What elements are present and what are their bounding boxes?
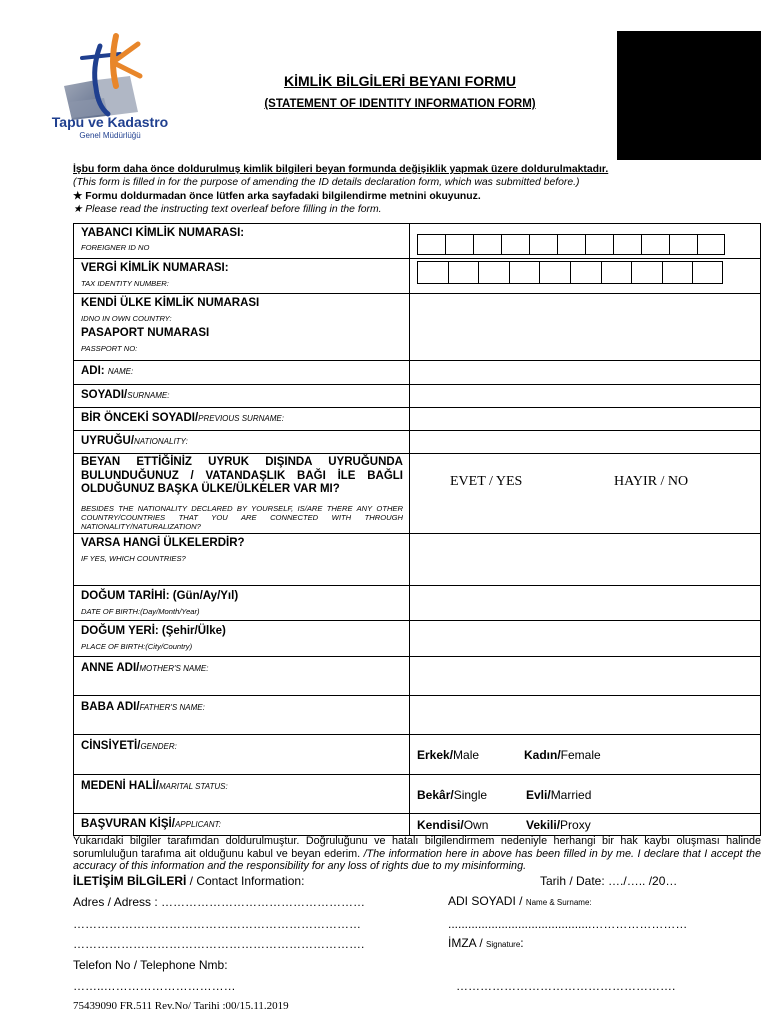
row-father xyxy=(73,695,761,734)
label-surname: SOYADI/SURNAME: xyxy=(81,389,170,401)
option-single[interactable]: Bekâr/Single xyxy=(417,788,488,802)
row-pob xyxy=(73,620,761,656)
label-father: BABA ADI/FATHER'S NAME: xyxy=(81,701,205,713)
label-gender: CİNSİYETİ/GENDER: xyxy=(81,740,177,752)
logo-sub: Genel Müdürlüğü xyxy=(79,131,141,140)
row-applicant xyxy=(73,813,761,836)
logo-name: Tapu ve Kadastro xyxy=(51,114,169,130)
option-proxy[interactable]: Vekili/Proxy xyxy=(526,818,591,832)
column-divider xyxy=(409,454,410,533)
row-tax-id xyxy=(73,258,761,293)
intro-line-2: (This form is filled in for the purpose of amending the ID details declaration form, which was submitted before.) xyxy=(73,177,580,188)
column-divider xyxy=(409,431,410,453)
yes-label: EVET / YES xyxy=(450,474,523,489)
label-other-countries: BEYAN ETTİĞİNİZ UYRUK DIŞINDA UYRUĞUNDA BULUNDUĞUNUZ / VATANDAŞLIK BAĞI İLE BAĞLI OLDUĞUNUZ BAŞKA ÜLKE/ÜLKELER VAR MI? xyxy=(81,456,403,495)
column-divider xyxy=(409,657,410,695)
identity-form-table xyxy=(73,223,761,836)
row-previous-surname xyxy=(73,407,761,430)
column-divider xyxy=(409,775,410,813)
column-divider xyxy=(409,735,410,774)
row-mother xyxy=(73,656,761,695)
star-icon: ★ xyxy=(73,191,83,202)
label-foreigner-id: YABANCI KİMLİK NUMARASI: xyxy=(81,227,245,239)
logo-text xyxy=(40,114,180,140)
name-surname-label: ADI SOYADI / Name & Surname: xyxy=(448,894,592,908)
option-male[interactable]: Erkek/Male xyxy=(417,748,480,762)
column-divider xyxy=(409,586,410,620)
column-divider xyxy=(409,361,410,384)
column-divider xyxy=(409,696,410,734)
column-divider xyxy=(409,259,410,293)
column-divider xyxy=(409,385,410,407)
label-idno-own-en: IDNO IN OWN COUNTRY: xyxy=(81,314,172,323)
row-marital xyxy=(73,774,761,813)
declaration-text: Yukarıdaki bilgiler tarafımdan doldurulmuştur. Doğruluğunu ve hatalı bilgilendirmem nedeniyle herhangi bir hak kaybı oluşması halinde sorumluluğun tarafıma ait olduğunu kabul ve beyan ederim. /The information here in above has been filled in by me. I declare that I accept the accuracy of this information and the responsibility for any loss of rights due to my misinforming. xyxy=(73,835,762,872)
column-divider xyxy=(409,408,410,430)
address-line-2[interactable]: ……………………………………………………………… xyxy=(73,917,361,931)
no-label: HAYIR / NO xyxy=(614,474,689,489)
form-subtitle: (STATEMENT OF IDENTITY INFORMATION FORM) xyxy=(264,98,536,110)
row-idno-passport xyxy=(73,293,761,360)
label-passport-en: PASSPORT NO: xyxy=(81,344,138,353)
row-which-countries xyxy=(73,533,761,585)
photo-box xyxy=(617,31,761,160)
label-name: ADI: NAME: xyxy=(81,365,134,377)
label-marital: MEDENİ HALİ/MARITAL STATUS: xyxy=(81,780,228,792)
label-foreigner-id-en: FOREIGNER ID NO xyxy=(81,243,150,252)
option-own[interactable]: Kendisi/Own xyxy=(417,818,489,832)
intro-line-3: ★ Formu doldurmadan önce lütfen arka sayfadaki bilgilendirme metnini okuyunuz. xyxy=(73,191,481,202)
column-divider xyxy=(409,534,410,585)
document-footer: 75439090 FR.511 Rev.No/ Tarihi :00/15.11.2019 xyxy=(73,1000,289,1012)
contact-heading: İLETİŞİM BİLGİLERİ / Contact Information: xyxy=(73,874,305,888)
label-tax-id-en: TAX IDENTITY NUMBER: xyxy=(81,279,169,288)
label-mother: ANNE ADI/MOTHER'S NAME: xyxy=(81,662,209,674)
label-passport: PASAPORT NUMARASI xyxy=(81,327,210,339)
row-foreigner-id xyxy=(73,223,761,258)
column-divider xyxy=(409,621,410,656)
intro-line-1: İşbu form daha önce doldurulmuş kimlik bilgileri beyan formunda değişiklik yapmak üzere doldurulmaktadır. xyxy=(73,164,609,175)
label-dob: DOĞUM TARİHİ: (Gün/Ay/Yıl) xyxy=(81,590,239,602)
intro-line-4: ★ Please read the instructing text overleaf before filling in the form. xyxy=(73,204,382,215)
label-previous-surname: BİR ÖNCEKİ SOYADI/PREVIOUS SURNAME: xyxy=(81,412,284,424)
star-icon: ★ xyxy=(73,204,83,215)
label-which-countries-en: IF YES, WHICH COUNTRIES? xyxy=(81,554,186,563)
label-which-countries: VARSA HANGİ ÜLKELERDİR? xyxy=(81,537,245,549)
option-female[interactable]: Kadın/Female xyxy=(524,748,601,762)
name-surname-field[interactable]: ...........................................…………………… xyxy=(448,917,688,931)
row-other-countries xyxy=(73,453,761,533)
row-dob xyxy=(73,585,761,620)
column-divider xyxy=(409,814,410,835)
row-name xyxy=(73,360,761,384)
label-applicant: BAŞVURAN KİŞİ/APPLICANT: xyxy=(81,818,222,830)
signature-field[interactable]: ………………………………………………. xyxy=(456,979,676,993)
label-other-countries-en: BESIDES THE NATIONALITY DECLARED BY YOURSELF, IS/ARE THERE ANY OTHER COUNTRY/COUNTRIES THAT YOU ARE CONNECTED WITH THROUGH NATIONALITY/NATURALIZATION? xyxy=(81,504,403,531)
phone-field[interactable]: ……..…………………………… xyxy=(73,979,236,993)
phone-label: Telefon No / Telephone Nmb: xyxy=(73,958,228,972)
tax-id-input[interactable] xyxy=(417,261,723,284)
row-surname xyxy=(73,384,761,407)
label-idno-own: KENDİ ÜLKE KİMLİK NUMARASI xyxy=(81,297,260,309)
form-title: KİMLİK BİLGİLERİ BEYANI FORMU xyxy=(283,73,517,89)
foreigner-id-input[interactable] xyxy=(417,234,725,255)
option-married[interactable]: Evli/Married xyxy=(526,788,592,802)
label-pob: DOĞUM YERİ: (Şehir/Ülke) xyxy=(81,625,226,637)
column-divider xyxy=(409,224,410,258)
date-field[interactable]: Tarih / Date: …./….. /20… xyxy=(540,874,678,888)
address-line-3[interactable]: ………………………………………………………………. xyxy=(73,937,365,951)
label-dob-en: DATE OF BIRTH:(Day/Month/Year) xyxy=(81,607,200,616)
label-tax-id: VERGİ KİMLİK NUMARASI: xyxy=(81,262,229,274)
label-nationality: UYRUĞU/NATIONALITY: xyxy=(81,435,188,447)
signature-label: İMZA / Signature: xyxy=(448,936,524,950)
column-divider xyxy=(409,294,410,360)
row-gender xyxy=(73,734,761,774)
label-pob-en: PLACE OF BIRTH:(City/Country) xyxy=(81,642,193,651)
row-nationality xyxy=(73,430,761,453)
address-field[interactable]: Adres / Adress : …………………………………………… xyxy=(73,895,366,909)
